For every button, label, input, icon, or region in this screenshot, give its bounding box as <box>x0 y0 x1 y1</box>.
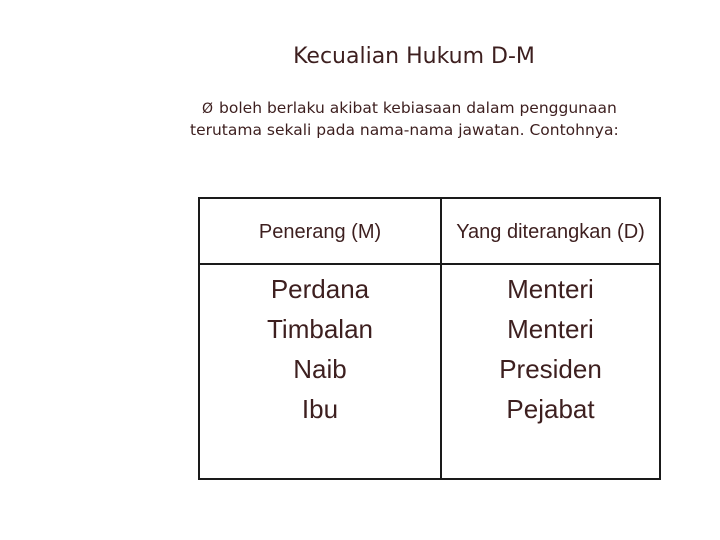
table-header-row <box>199 198 660 264</box>
word-m-4: Ibu <box>301 394 339 424</box>
word-d-3: Presiden <box>499 354 602 384</box>
word-m-3: Naib <box>293 354 347 384</box>
word-m-2: Timbalan <box>267 314 373 344</box>
column-m-cell <box>199 264 441 479</box>
header-diterangkan: Yang diterangkan (D) <box>441 198 660 264</box>
header-penerang: Penerang (M) <box>199 198 441 264</box>
bullet-text-1: boleh berlaku akibat kebiasaan dalam penggunaan <box>219 99 617 117</box>
slide-title: Kecualian Hukum D-M <box>293 44 535 69</box>
word-d-2: Menteri <box>507 314 594 344</box>
arrow-bullet-icon: Ø <box>202 101 214 117</box>
column-d-cell <box>441 264 660 479</box>
word-d-1: Menteri <box>507 274 594 304</box>
word-m-1: Perdana <box>270 274 370 304</box>
examples-table <box>198 197 661 480</box>
bullet-paragraph <box>190 98 670 141</box>
bullet-line-2: terutama sekali pada nama-nama jawatan. Contohnya: <box>190 121 619 139</box>
table-body-row <box>199 264 660 479</box>
word-d-4: Pejabat <box>506 394 595 424</box>
bullet-line-1 <box>190 98 670 120</box>
